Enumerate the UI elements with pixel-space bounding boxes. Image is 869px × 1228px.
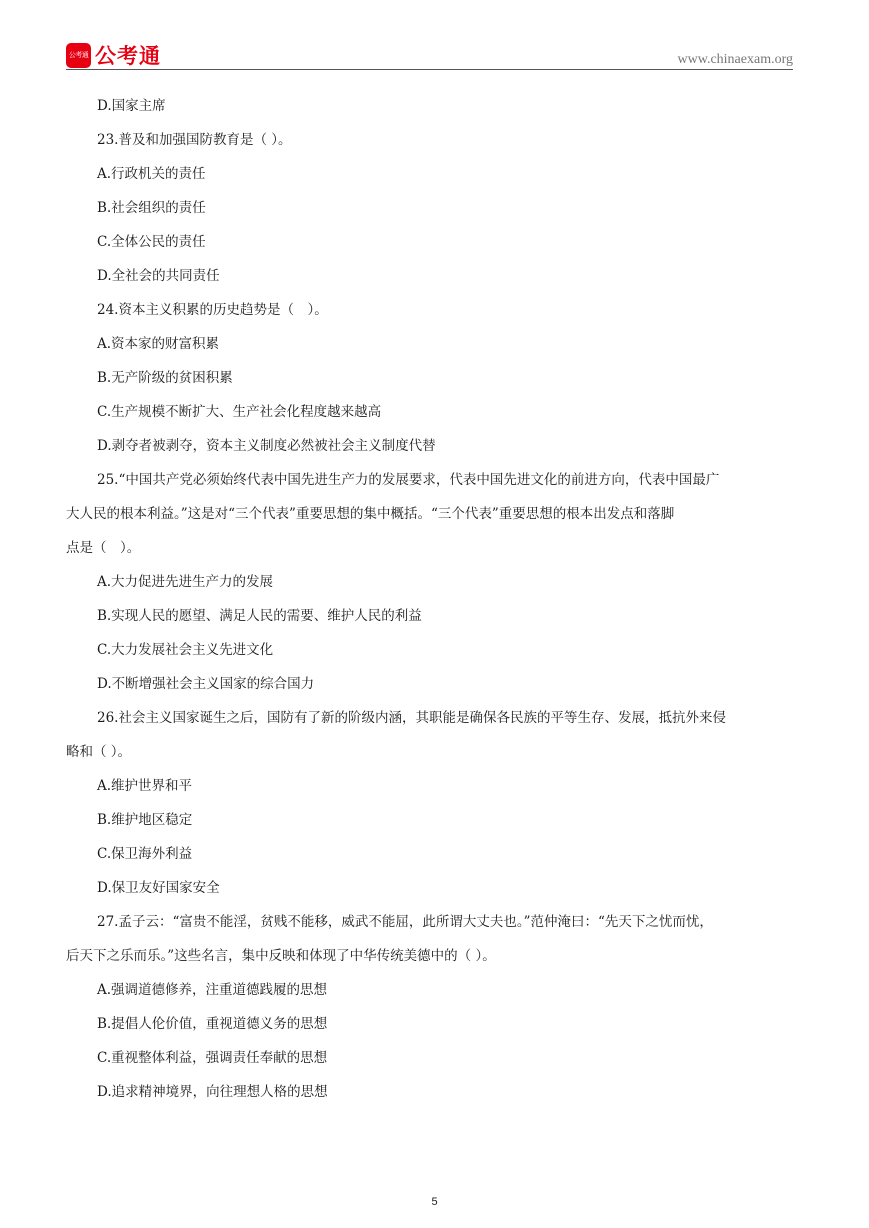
text-line: 大人民的根本利益。”这是对“三个代表”重要思想的集中概括。“三个代表”重要思想的根本出发点和落脚: [66, 506, 675, 522]
site-url[interactable]: www.chinaexam.org: [677, 52, 793, 67]
page-number: 5: [431, 1196, 438, 1208]
text-line: A.资本家的财富积累: [97, 336, 220, 352]
brand-logo[interactable]: [66, 42, 161, 68]
page-header: [66, 38, 793, 70]
text-line: 24.资本主义积累的历史趋势是（ ）。: [97, 302, 328, 318]
text-line: A.行政机关的责任: [97, 166, 206, 182]
text-line: B.社会组织的责任: [97, 200, 206, 216]
text-line: 26.社会主义国家诞生之后，国防有了新的阶级内涵，其职能是确保各民族的平等生存、发展，抵抗外来侵: [97, 710, 726, 726]
text-line: B.维护地区稳定: [97, 812, 193, 828]
text-line: D.全社会的共同责任: [97, 268, 220, 284]
text-line: C.全体公民的责任: [97, 234, 206, 250]
text-line: 25.“中国共产党必须始终代表中国先进生产力的发展要求，代表中国先进文化的前进方向，代表中国最广: [97, 472, 720, 488]
text-line: B.提倡人伦价值，重视道德义务的思想: [97, 1016, 328, 1032]
text-line: D.国家主席: [97, 98, 166, 114]
logo-wordmark: 公考通: [95, 44, 161, 68]
text-line: 23.普及和加强国防教育是（ ）。: [97, 132, 292, 148]
text-line: A.大力促进先进生产力的发展: [97, 574, 274, 590]
logo-badge-icon: 公考通: [66, 43, 91, 68]
document-body: [66, 89, 802, 1109]
text-line: C.生产规模不断扩大、生产社会化程度越来越高: [97, 404, 382, 420]
text-line: C.大力发展社会主义先进文化: [97, 642, 274, 658]
text-line: 27.孟子云：“富贵不能淫，贫贱不能移，威武不能屈，此所谓大丈夫也。”范仲淹曰：“先天下之忧而忧，: [97, 914, 713, 930]
text-line: D.追求精神境界，向往理想人格的思想: [97, 1084, 328, 1100]
text-line: A.强调道德修养，注重道德践履的思想: [97, 982, 328, 998]
text-line: C.重视整体利益，强调责任奉献的思想: [97, 1050, 328, 1066]
text-line: D.保卫友好国家安全: [97, 880, 220, 896]
text-line: D.不断增强社会主义国家的综合国力: [97, 676, 315, 692]
text-line: C.保卫海外利益: [97, 846, 193, 862]
text-line: B.实现人民的愿望、满足人民的需要、维护人民的利益: [97, 608, 422, 624]
text-line: B.无产阶级的贫困积累: [97, 370, 233, 386]
text-line: A.维护世界和平: [97, 778, 193, 794]
text-line: 略和（ ）。: [66, 744, 132, 760]
text-line: 后天下之乐而乐。”这些名言，集中反映和体现了中华传统美德中的（ ）。: [66, 948, 496, 964]
header-divider: [66, 69, 793, 70]
text-line: D.剥夺者被剥夺，资本主义制度必然被社会主义制度代替: [97, 438, 436, 454]
text-line: 点是（ ）。: [66, 540, 141, 556]
